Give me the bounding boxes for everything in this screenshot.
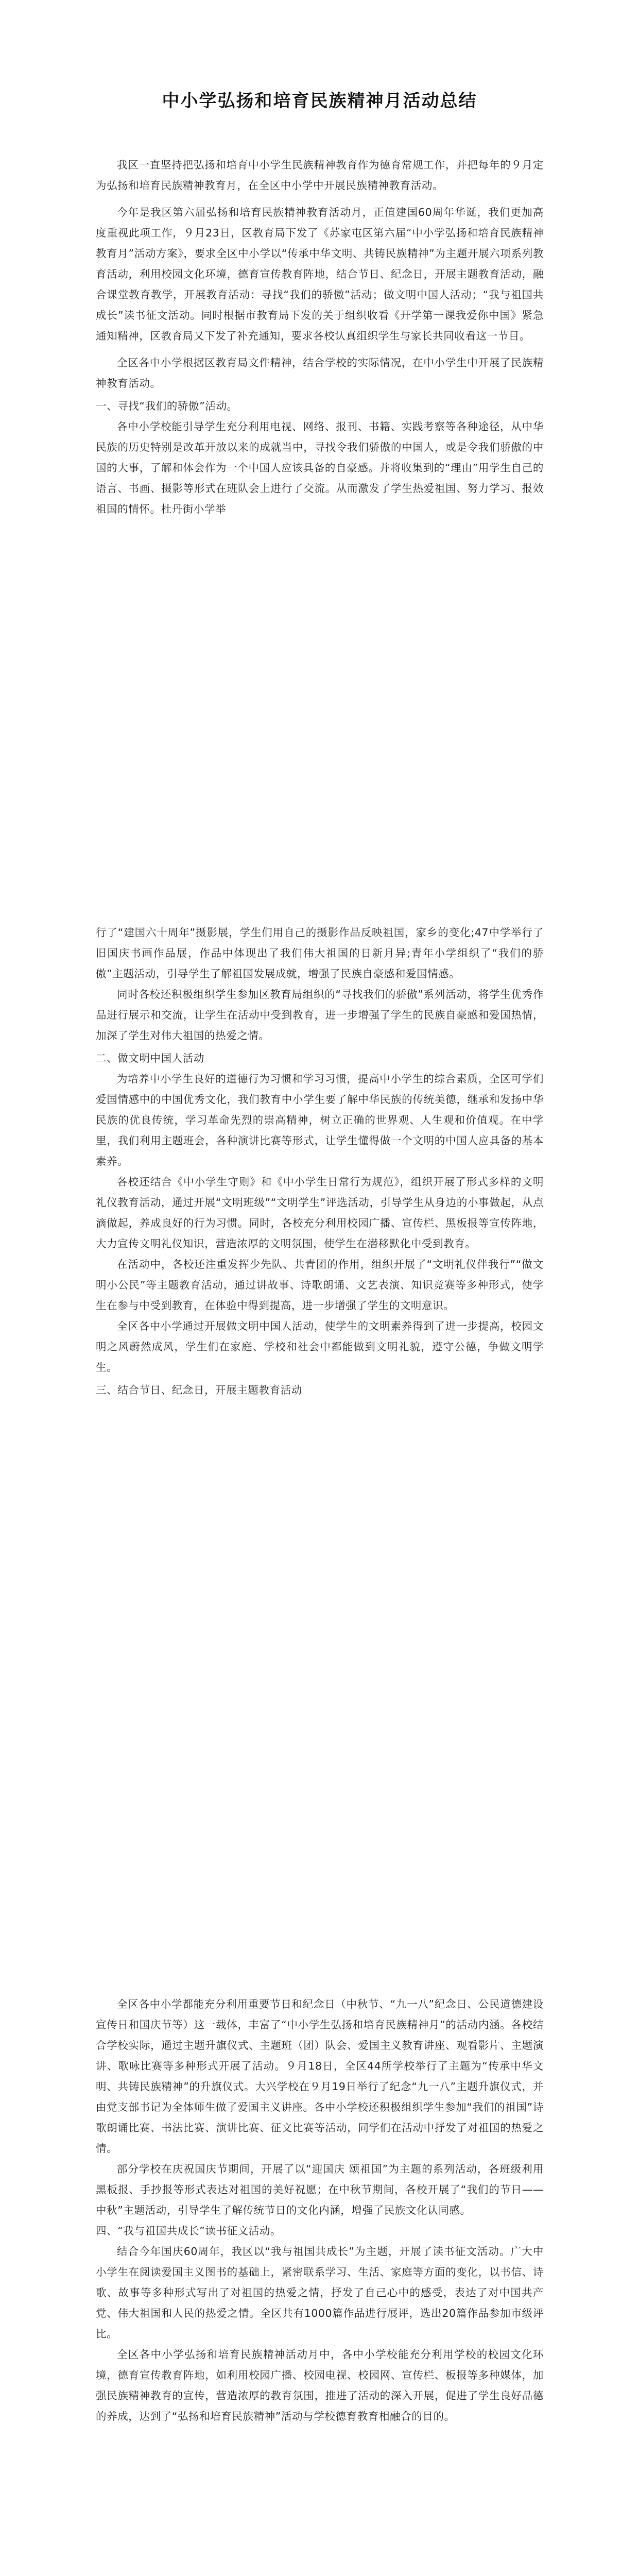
section-heading: 四、“我与祖国共成长”读书征文活动。 [96,2225,282,2237]
section-1-continued [96,922,544,1400]
body-paragraph: 行了“建国六十周年”摄影展，学生们用自己的摄影作品反映祖国，家乡的变化;47中学举行了旧国庆书画作品展，作品中体现出了我们伟大祖国的日新月异;青年小学组织了“我们的骄傲”主题活动，引导学生了解祖国发展成就，增强了民族自豪感和爱国情感。 [96,926,544,980]
body-paragraph: 部分学校在庆祝国庆节期间，开展了以“迎国庆 颂祖国”为主题的系列活动，各班级利用黑板报、手抄报等形式表达对祖国的美好祝愿；在中秋节期间，各校开展了“我们的节日——中秋”主题活动，引导学生了解传统节日的文化内涵，增强了民族文化认同感。 [96,2163,544,2216]
intro-section [96,155,544,519]
intro-paragraph: 今年是我区第六届弘扬和培育民族精神教育活动月，正值建国60周年华诞，我们更加高度重视此项工作，９月23日，区教育局下发了《苏家屯区第六届“中小学弘扬和培育民族精神教育月”活动方案》，要求全区中小学以“传承中华文明、共铸民族精神”为主题开展六项系列教育活动，利用校园文化环境，德育宣传教育阵地，结合节日、纪念日，开展主题教育活动，融合课堂教育教学，开展教育活动：寻找“我们的骄傲”活动；做文明中国人活动；“我与祖国共成长”读书征文活动。同时根据市教育局下发的关于组织收看《开学第一课我爱你中国》紧急通知精神，区教育局又下发了补充通知，要求各校认真组织学生与家长共同收看这一节目。 [96,206,544,342]
body-paragraph: 全区各中小学弘扬和培育民族精神活动月中，各中小学校能充分利用学校的校园文化环境，德育宣传教育阵地，如利用校园广播、校园电视、校园网、宣传栏、板报等多种媒体，加强民族精神教育的宣传，营造浓厚的教育氛围，推进了活动的深入开展，促进了学生良好品德的养成，达到了“弘扬和培育民族精神”活动与学校德育教育相融合的目的。 [96,2348,544,2422]
intro-paragraph: 全区各中小学根据区教育局文件精神，结合学校的实际情况，在中小学生中开展了民族精神教育活动。 [96,357,544,389]
document-title: 中小学弘扬和培育民族精神月活动总结 [162,91,477,111]
section-heading: 二、做文明中国人活动 [96,1052,204,1064]
body-paragraph: 同时各校还积极组织学生参加区教育局组织的“寻找我们的骄傲”系列活动，将学生优秀作品进行展示和交流，让学生在活动中受到教育，进一步增强了学生的民族自豪感和爱国热情，加深了学生对伟大祖国的热爱之情。 [96,988,544,1042]
section-3 [96,1994,544,2427]
body-paragraph: 全区各中小学都能充分利用重要节日和纪念日（中秋节、“九一八”纪念日、公民道德建设宣传日和国庆节等）这一载体，丰富了“中小学生弘扬和培育民族精神月”的活动内涵。各校结合学校实际，通过主题升旗仪式、主题班（团）队会、爱国主义教育讲座、观看影片、主题演讲、歌咏比赛等多种形式开展了活动。９月18日，全区44所学校举行了主题为“传承中华文明、共铸民族精神”的升旗仪式。大兴学校在９月19日举行了纪念“九一八”主题升旗仪式，并由党支部书记为全体师生做了爱国主义讲座。各中小学校还积极组织学生参加“我们的祖国”诗歌朗诵比赛、书法比赛、演讲比赛、征文比赛等活动，同学们在活动中抒发了对祖国的热爱之情。 [96,1998,544,2155]
body-paragraph: 结合今年国庆60周年，我区以“我与祖国共成长”为主题，开展了读书征文活动。广大中小学生在阅读爱国主义图书的基础上，紧密联系学习、生活、家庭等方面的变化，以书信、诗歌、故事等多种形式写出了对祖国的热爱之情，抒发了自己心中的感受，表达了对中国共产党、伟大祖国和人民的热爱之情。全区共有1000篇作品进行展评，选出20篇作品参加市级评比。 [96,2245,544,2340]
body-paragraph: 各中小学校能引导学生充分利用电视、网络、报刊、书籍、实践考察等各种途径，从中华民族的历史特别是改革开放以来的成就当中，寻找令我们骄傲的中国人，或是令我们骄傲的中国的大事，了解和体会作为一个中国人应该具备的自豪感。并将收集到的“理由”用学生自己的语言、书画、摄影等形式在班队会上进行了交流。从而激发了学生热爱祖国、努力学习、报效祖国的情怀。杜丹街小学举 [96,420,544,515]
section-heading: 一、寻找“我们的骄傲”活动。 [96,400,238,412]
body-paragraph: 为培养中小学生良好的道德行为习惯和学习习惯，提高中小学生的综合素质，全区可学们爱国情感中的中国优秀文化，我们教育中小学生要了解中华民族的传统美德，继承和发扬中华民族的优良传统，学习革命先烈的崇高精神，树立正确的世界观、人生观和价值观。在中学里，我们利用主题班会，各种演讲比赛等形式，让学生懂得做一个文明的中国人应具备的基本素养。 [96,1073,544,1167]
body-paragraph: 全区各中小学通过开展做文明中国人活动，使学生的文明素养得到了进一步提高，校园文明之风蔚然成风，学生们在家庭、学校和社会中都能做到文明礼貌，遵守公德，争做文明学生。 [96,1320,544,1374]
section-heading: 三、结合节日、纪念日，开展主题教育活动 [96,1384,302,1396]
intro-paragraph: 我区一直坚持把弘扬和培育中小学生民族精神教育作为德育常规工作，并把每年的９月定为弘扬和培育民族精神教育月，在全区中小学中开展民族精神教育活动。 [96,159,544,192]
body-paragraph: 各校还结合《中小学生守则》和《中小学生日常行为规范》，组织开展了形式多样的文明礼仪教育活动，通过开展“文明班级”“文明学生”评选活动，引导学生从身边的小事做起，从点滴做起，养成良好的行为习惯。同时，各校充分利用校园广播、宣传栏、黑板报等宣传阵地，大力宣传文明礼仪知识，营造浓厚的文明氛围，使学生在潜移默化中受到教育。 [96,1176,544,1250]
body-paragraph: 在活动中，各校还注重发挥少先队、共青团的作用，组织开展了“文明礼仪伴我行”“做文明小公民”等主题教育活动，通过讲故事、诗歌朗诵、文艺表演、知识竞赛等多种形式，使学生在参与中受到教育，在体验中得到提高，进一步增强了学生的文明意识。 [96,1258,544,1312]
